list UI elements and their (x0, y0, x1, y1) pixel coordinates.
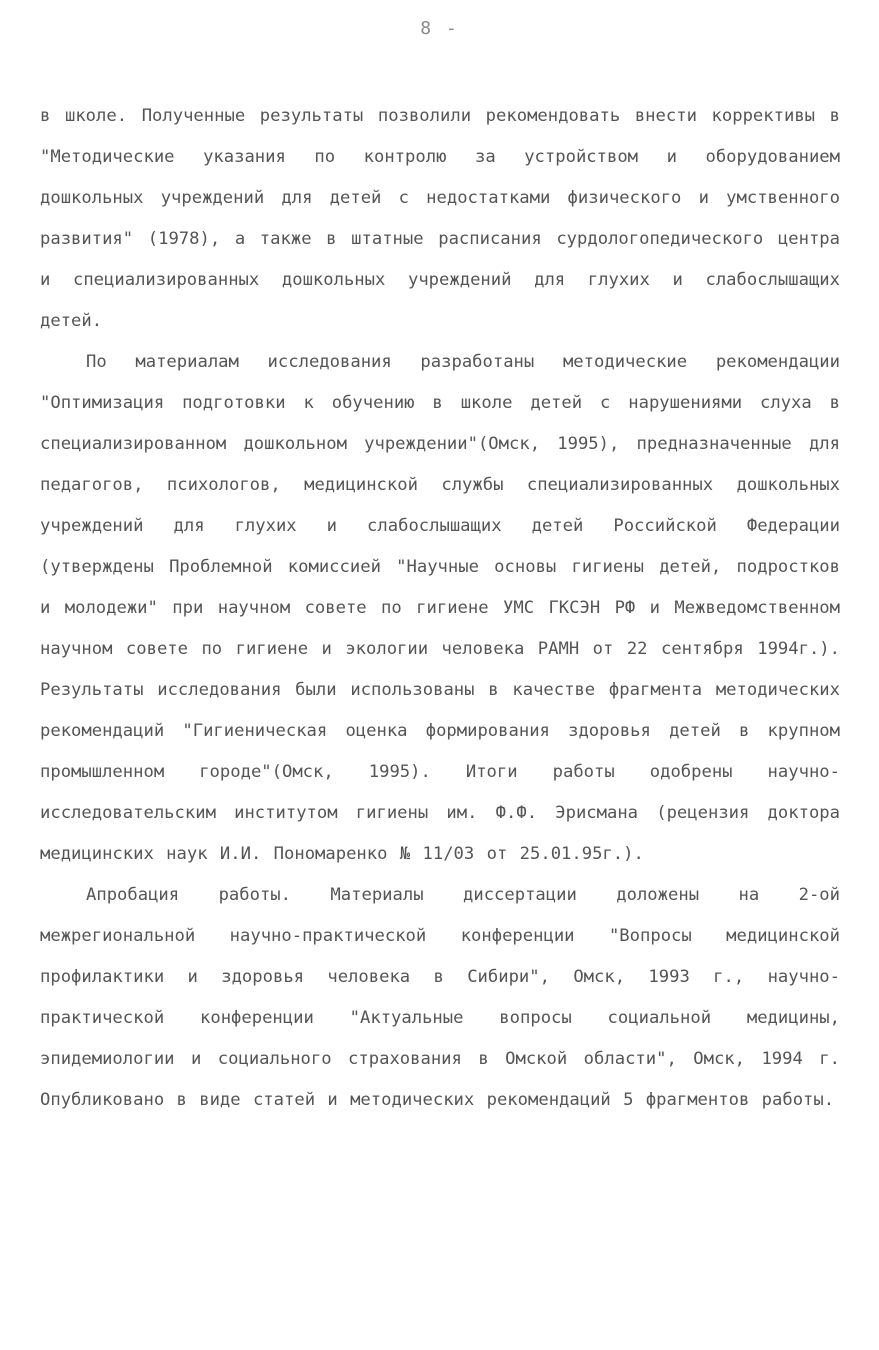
paragraph-3: Апробация работы. Материалы диссертации доложены на 2-ой межрегиональной научно-практической конференции "Вопросы медицинской профилактики и здоровья человека в Сибири", Омск, 1993 г., научно-практической конференции "Актуальные вопросы социальной медицины, эпидемиологии и социального страхования в Омской области", Омск, 1994 г. Опубликовано в виде статей и методических рекомендаций 5 фрагментов работы. (40, 885, 840, 1110)
body-text (40, 96, 840, 1121)
paragraph-1: в школе. Полученные результаты позволили рекомендовать внести коррективы в "Методические указания по контролю за устройством и оборудованием дошкольных учреждений для детей с недостатками физического и умственного развития" (1978), а также в штатные расписания сурдологопедического центра и специализированных дошкольных учреждений для глухих и слабослышащих детей. (40, 106, 840, 331)
paragraph-2: По материалам исследования разработаны методические рекомендации "Оптимизация подготовки к обучению в школе детей с нарушениями слуха в специализированном дошкольном учреждении"(Омск, 1995), предназначенные для педагогов, психологов, медицинской службы специализированных дошкольных учреждений для глухих и слабослышащих детей Российской Федерации (утверждены Проблемной комиссией "Научные основы гигиены детей, подростков и молодежи" при научном совете по гигиене УМС ГКСЭН РФ и Межведомственном научном совете по гигиене и экологии человека РАМН от 22 сентября 1994г.). Результаты исследования были использованы в качестве фрагмента методических рекомендаций "Гигиеническая оценка формирования здоровья детей в крупном промышленном городе"(Омск, 1995). Итоги работы одобрены научно-исследовательским институтом гигиены им. Ф.Ф. Эрисмана (рецензия доктора медицинских наук И.И. Пономаренко № 11/03 от 25.01.95г.). (40, 352, 840, 864)
page-number: 8 - (420, 18, 459, 39)
